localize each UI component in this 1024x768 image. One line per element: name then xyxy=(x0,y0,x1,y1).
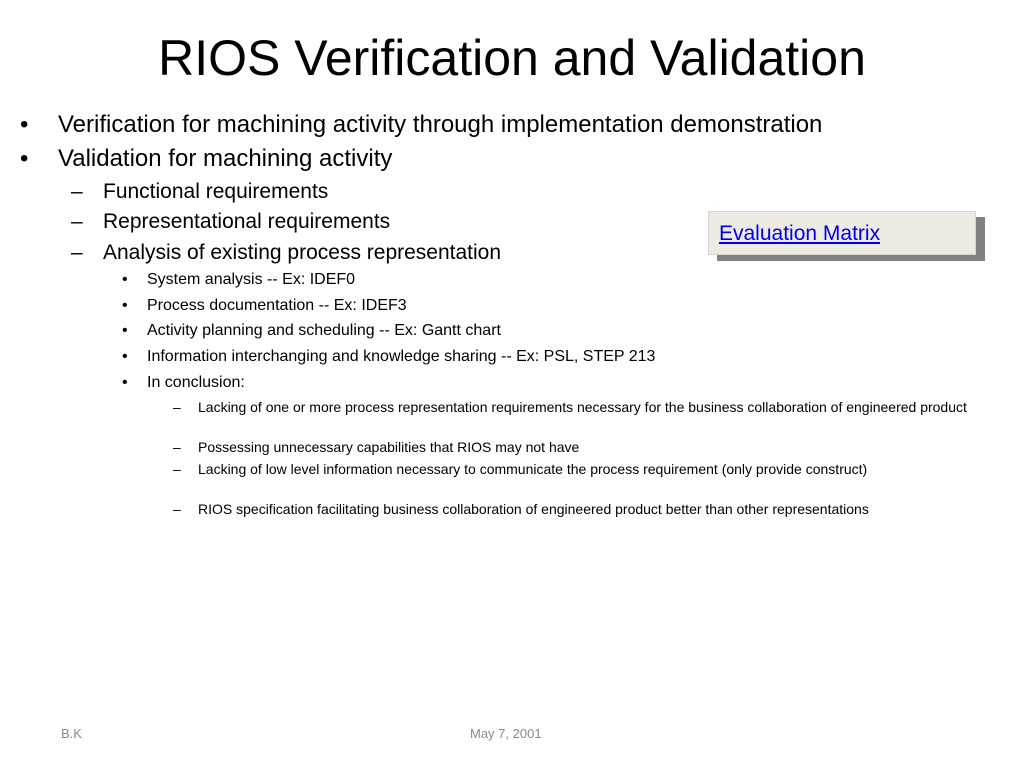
sub-sub-bullet-information-interchanging xyxy=(122,347,656,367)
dash-marker: – xyxy=(173,461,181,477)
dash-marker: – xyxy=(173,399,181,415)
dash-marker: – xyxy=(71,241,83,264)
sub-sub-bullet-text: Activity planning and scheduling -- Ex: Gantt chart xyxy=(147,322,501,339)
conclusion-item-lacking-requirements xyxy=(173,398,988,416)
bullet-marker: • xyxy=(20,145,29,172)
sub-sub-bullet-text: System analysis -- Ex: IDEF0 xyxy=(147,271,356,288)
sub-bullet-text: Representational requirements xyxy=(103,210,391,233)
conclusion-item-rios-specification xyxy=(173,500,988,518)
slide-title: RIOS Verification and Validation xyxy=(158,30,866,86)
sub-sub-bullet-activity-planning xyxy=(122,321,501,341)
sub-sub-bullet-text: Process documentation -- Ex: IDEF3 xyxy=(147,297,407,314)
conclusion-item-unnecessary-capabilities xyxy=(173,438,580,456)
bullet-marker: • xyxy=(122,297,128,314)
bullet-validation xyxy=(20,144,393,174)
sub-bullet-text: Analysis of existing process representation xyxy=(103,241,502,264)
conclusion-item-text: RIOS specification facilitating business collaboration of engineered product better than other representations xyxy=(198,501,869,517)
sub-bullet-text: Functional requirements xyxy=(103,180,329,203)
bullet-marker: • xyxy=(122,271,128,288)
sub-sub-bullet-text: In conclusion: xyxy=(147,374,245,391)
sub-bullet-functional xyxy=(71,178,329,205)
conclusion-item-text: Lacking of low level information necessary to communicate the process requirement (only provide construct) xyxy=(198,461,868,477)
dash-marker: – xyxy=(71,210,83,233)
conclusion-item-text: Possessing unnecessary capabilities that RIOS may not have xyxy=(198,439,580,455)
bullet-marker: • xyxy=(20,111,29,138)
bullet-marker: • xyxy=(122,348,128,365)
sub-bullet-analysis xyxy=(71,239,502,266)
footer-author: B.K xyxy=(61,726,82,741)
footer-date: May 7, 2001 xyxy=(470,726,542,741)
bullet-marker: • xyxy=(122,374,128,391)
dash-marker: – xyxy=(71,180,83,203)
bullet-text: Validation for machining activity xyxy=(58,145,393,172)
bullet-text: Verification for machining activity through implementation demonstration xyxy=(58,111,823,138)
conclusion-item-lacking-low-level xyxy=(173,460,988,478)
bullet-marker: • xyxy=(122,322,128,339)
evaluation-matrix-link[interactable]: Evaluation Matrix xyxy=(719,222,881,245)
conclusion-item-text: Lacking of one or more process representation requirements necessary for the business collaboration of engineered product xyxy=(198,399,967,415)
sub-sub-bullet-conclusion xyxy=(122,373,245,393)
dash-marker: – xyxy=(173,501,181,517)
dash-marker: – xyxy=(173,439,181,455)
evaluation-matrix-callout xyxy=(708,211,976,255)
sub-sub-bullet-text: Information interchanging and knowledge sharing -- Ex: PSL, STEP 213 xyxy=(147,348,656,365)
sub-sub-bullet-process-documentation xyxy=(122,296,407,316)
bullet-verification xyxy=(20,110,823,140)
sub-sub-bullet-system-analysis xyxy=(122,270,356,290)
sub-bullet-representational xyxy=(71,208,391,235)
